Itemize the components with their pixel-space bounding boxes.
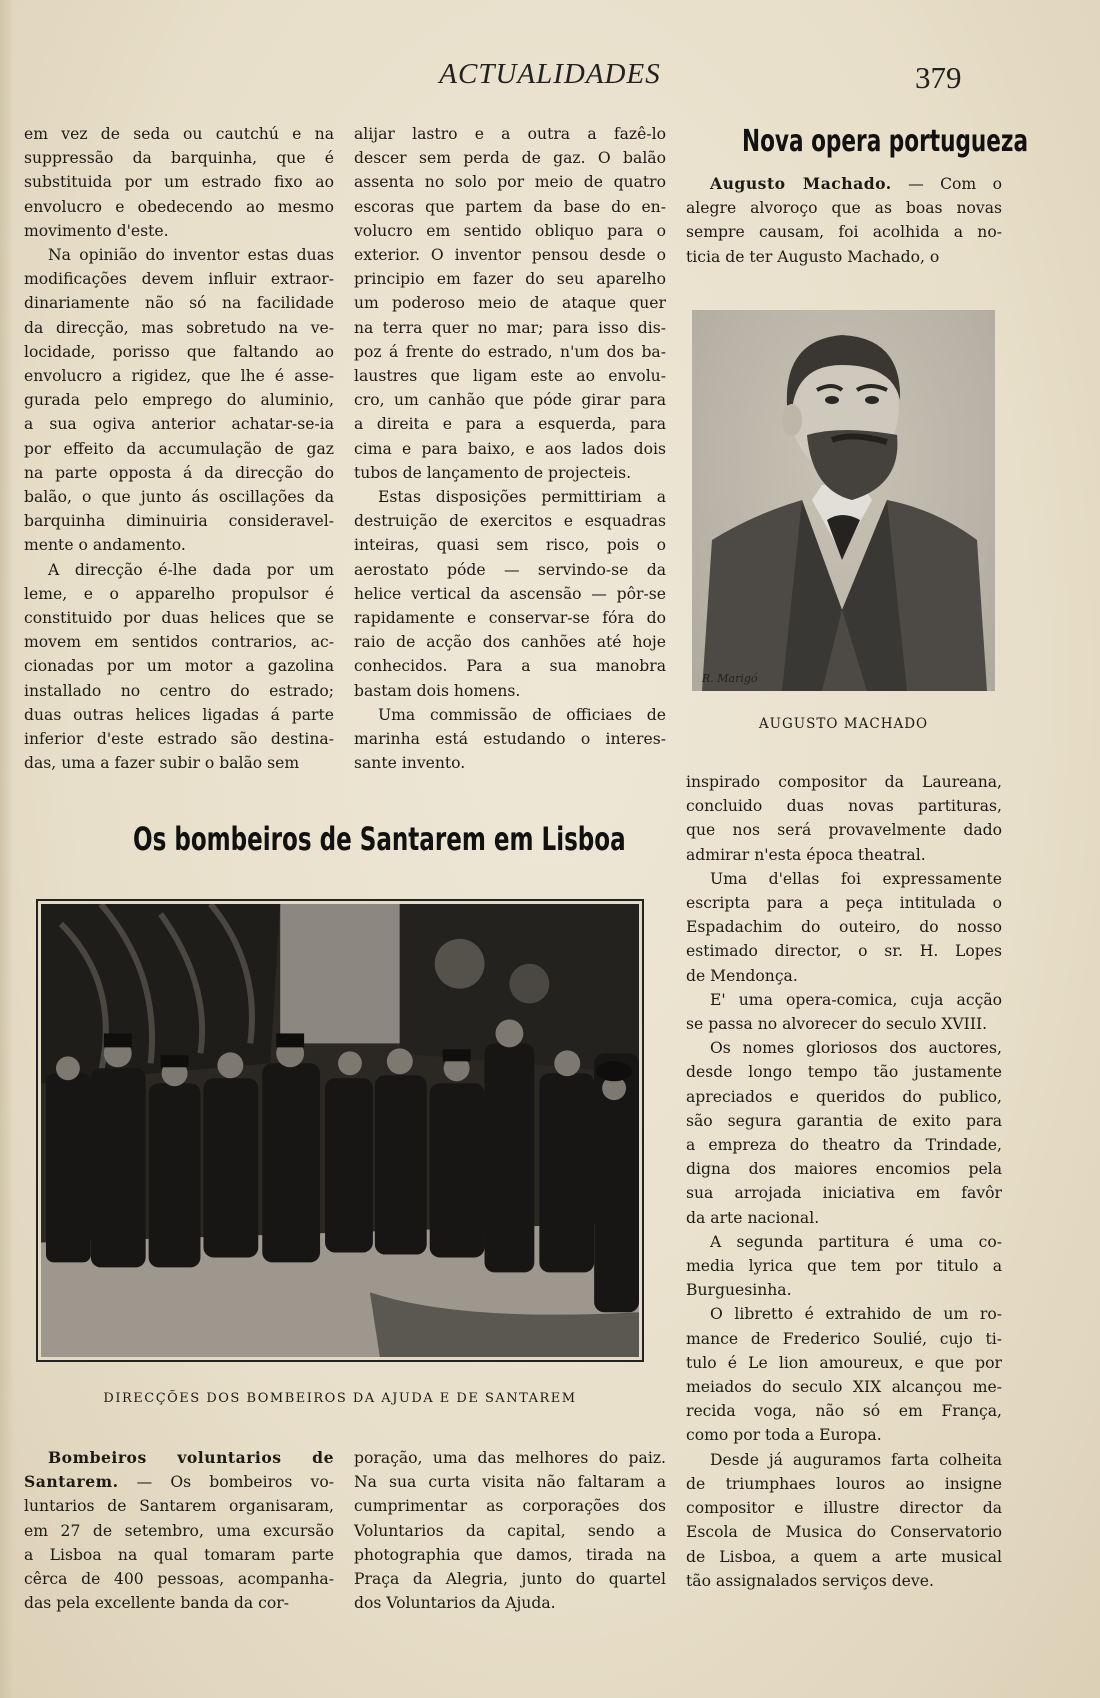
text-line: em vez de seda ou cautchú e na xyxy=(24,125,334,143)
text-line: rapidamente e conservar-se fóra do xyxy=(354,609,666,628)
text-line: inteiras, quasi sem risco, pois o xyxy=(354,536,666,555)
text-line: dinariamente não só na facilidade xyxy=(24,294,334,313)
text-line: Estas disposições permittiriam a xyxy=(378,488,666,507)
paragraph xyxy=(354,485,666,703)
paragraph xyxy=(24,243,334,558)
portrait-signature: R. Marigó xyxy=(702,672,758,685)
text-line: descer sem perda de gaz. O balão xyxy=(354,149,666,168)
paragraph xyxy=(686,1302,1002,1447)
text-line: recida voga, não só em França, xyxy=(686,1402,1002,1421)
text-line: movimento d'este. xyxy=(24,221,169,240)
text-line: admirar n'esta época theatral. xyxy=(686,845,926,864)
bombeiros-lead: Santarem. xyxy=(24,1472,119,1492)
text-line: a empreza do theatro da Trindade, xyxy=(686,1136,1002,1155)
text-line: Na opinião do inventor estas duas xyxy=(48,246,334,265)
text-line: media lyrica que tem por titulo a xyxy=(686,1257,1002,1276)
text-line: cumprimentar as corporações dos xyxy=(354,1497,666,1516)
text-line: como por toda a Europa. xyxy=(686,1426,882,1445)
bombeiros-line: a Lisboa na qual tomaram parte xyxy=(24,1545,334,1564)
text-line: escripta para a peça intitulada o xyxy=(686,894,1002,913)
text-line: concluido duas novas partituras, xyxy=(686,797,1002,816)
paragraph xyxy=(686,770,1002,867)
paragraph xyxy=(686,1036,1002,1230)
text-line: bastam dois homens. xyxy=(354,681,521,700)
balloon-article-col1 xyxy=(24,122,334,775)
paragraph xyxy=(354,1446,666,1615)
text-line: laustres que ligam este ao envolu- xyxy=(354,367,666,386)
text-line: se passa no alvorecer do seculo XVIII. xyxy=(686,1015,988,1034)
text-line: na parte opposta á da direcção do xyxy=(24,463,334,482)
bombeiros-headline: Os bombeiros de Santarem em Lisboa xyxy=(133,820,626,858)
opera-intro xyxy=(686,172,1002,269)
text-line: Uma d'ellas foi expressamente xyxy=(710,869,1002,888)
text-line: tulo é Le lion amoureux, e que por xyxy=(686,1353,1002,1372)
paragraph xyxy=(354,703,666,776)
opera-intro-line: sempre causam, foi acolhida a no- xyxy=(686,223,1002,242)
text-line: alijar lastro e a outra a fazê-lo xyxy=(354,125,666,143)
text-line: gurada pelo emprego do aluminio, xyxy=(24,391,334,410)
text-line: cionadas por um motor a gazolina xyxy=(24,657,334,676)
text-line: que nos será provavelmente dado xyxy=(686,821,1002,840)
paragraph xyxy=(24,558,334,776)
text-line: principio em fazer do seu aparelho xyxy=(354,270,666,289)
bombeiros-line: das pela excellente banda da cor- xyxy=(24,1594,290,1613)
bombeiros-line: em 27 de setembro, uma excursão xyxy=(24,1521,334,1540)
text-line: inferior d'este estrado são destina- xyxy=(24,730,334,749)
text-line: de Lisboa, a quem a arte musical xyxy=(686,1547,1002,1566)
text-line: a sua ogiva anterior achatar-se-ia xyxy=(24,415,334,434)
text-line: destruição de exercitos e esquadras xyxy=(354,512,666,531)
photo-frame xyxy=(36,899,644,1362)
text-line: sua arrojada iniciativa em favôr xyxy=(686,1184,1002,1203)
text-line: Burguesinha. xyxy=(686,1281,792,1300)
group-photograph xyxy=(41,904,639,1357)
photo-caption: DIRECÇÕES DOS BOMBEIROS DA AJUDA E DE SANTAREM xyxy=(103,1391,577,1406)
text-line: inspirado compositor da Laureana, xyxy=(686,773,1002,791)
group-photo-drawing xyxy=(41,904,639,1357)
running-head: ACTUALIDADES xyxy=(439,58,661,90)
bombeiros-lead-line1: Bombeiros voluntarios de xyxy=(48,1448,334,1467)
text-line: envolucro a rigidez, que lhe é asse- xyxy=(24,367,334,386)
text-line: photographia que damos, tirada na xyxy=(354,1545,666,1564)
text-line: A segunda partitura é uma co- xyxy=(710,1232,1002,1251)
paragraph xyxy=(24,122,334,243)
text-line: Praça da Alegria, junto do quartel xyxy=(354,1570,666,1589)
opera-lead-line xyxy=(686,172,1002,196)
text-line: poração, uma das melhores do paiz. xyxy=(354,1449,666,1467)
opera-article-body xyxy=(686,770,1002,1593)
text-line: Escola de Musica do Conservatorio xyxy=(686,1523,1002,1542)
text-line: barquinha diminuiria consideravel- xyxy=(24,512,334,531)
text-line: da direcção, mas sobretudo na ve- xyxy=(24,318,334,337)
bombeiros-lead-rest: — Os bombeiros vo- xyxy=(136,1473,334,1492)
text-line: estimado director, o sr. H. Lopes xyxy=(686,942,1002,961)
text-line: Uma commissão de officiaes de xyxy=(378,705,666,724)
text-line: das, uma a fazer subir o balão sem xyxy=(24,754,300,773)
text-line: Desde já auguramos farta colheita xyxy=(710,1450,1002,1469)
text-line: a direita e para a esquerda, para xyxy=(354,415,666,434)
page-edge-shadow xyxy=(0,0,14,1698)
opera-headline: Nova opera portugueza xyxy=(742,124,1029,159)
bombeiros-article-col2 xyxy=(354,1446,666,1615)
text-line: poz á frente do estrado, n'um dos ba- xyxy=(354,342,666,361)
text-line: meiados do seculo XIX alcançou me- xyxy=(686,1378,1002,1397)
paragraph xyxy=(686,988,1002,1036)
text-line: modificações devem influir extraor- xyxy=(24,270,334,289)
paragraph xyxy=(686,1230,1002,1303)
text-line: locidade, porisso que faltando ao xyxy=(24,342,334,361)
text-line: raio de acção dos canhões até hoje xyxy=(354,633,666,652)
text-line: sante invento. xyxy=(354,754,466,773)
opera-lead-rest: — Com o xyxy=(908,175,1002,193)
bombeiros-article-col1 xyxy=(24,1446,334,1615)
text-line: marinha está estudando o interes- xyxy=(354,730,666,749)
text-line: E' uma opera-comica, cuja acção xyxy=(710,990,1002,1009)
text-line: escoras que partem da base do en- xyxy=(354,197,666,216)
opera-intro-line: ticia de ter Augusto Machado, o xyxy=(686,247,940,266)
text-line: helice vertical da ascensão — pôr-se xyxy=(354,584,666,603)
opera-lead: Augusto Machado. xyxy=(710,174,892,193)
text-line: cima e para baixo, e aos lados dois xyxy=(354,439,666,458)
text-line: envolucro e obedecendo ao mesmo xyxy=(24,197,334,216)
text-line: balão, o que junto ás oscillações da xyxy=(24,488,334,507)
text-line: substituida por um estrado fixo ao xyxy=(24,173,334,192)
text-line: O libretto é extrahido de um ro- xyxy=(710,1305,1002,1324)
bombeiros-line: luntarios de Santarem organisaram, xyxy=(24,1497,334,1516)
text-line: da arte nacional. xyxy=(686,1208,820,1227)
text-line: de triumphaes louros ao insigne xyxy=(686,1474,1002,1493)
text-line: dos Voluntarios da Ajuda. xyxy=(354,1594,556,1613)
paragraph xyxy=(354,122,666,485)
text-line: movem em sentidos contrarios, ac- xyxy=(24,633,334,652)
text-line: Na sua curta visita não faltaram a xyxy=(354,1473,666,1492)
bombeiros-lead-line2 xyxy=(24,1470,334,1494)
text-line: volucro em sentido obliquo para o xyxy=(354,221,666,240)
portrait-drawing xyxy=(692,310,995,691)
text-line: um poderoso meio de ataque quer xyxy=(354,294,666,313)
text-line: duas outras helices ligadas á parte xyxy=(24,705,334,724)
text-line: Voluntarios da capital, sendo a xyxy=(354,1521,666,1540)
text-line: Espadachim do outeiro, do nosso xyxy=(686,918,1002,937)
paragraph xyxy=(686,1448,1002,1593)
portrait-augusto-machado xyxy=(692,310,995,691)
text-line: compositor e illustre director da xyxy=(686,1499,1002,1518)
text-line: A direcção é-lhe dada por um xyxy=(48,560,334,579)
text-line: por effeito da accumulação de gaz xyxy=(24,439,334,458)
text-line: assenta no solo por meio de quatro xyxy=(354,173,666,192)
opera-intro-line: alegre alvoroço que as boas novas xyxy=(686,199,1002,218)
bombeiros-line: cêrca de 400 pessoas, acompanha- xyxy=(24,1570,334,1589)
text-line: exterior. O inventor pensou desde o xyxy=(354,246,666,265)
text-line: tão assignalados serviços deve. xyxy=(686,1571,934,1590)
text-line: desde longo tempo tão justamente xyxy=(686,1063,1002,1082)
text-line: digna dos maiores encomios pela xyxy=(686,1160,1002,1179)
balloon-article-col2 xyxy=(354,122,666,775)
text-line: apreciados e queridos do publico, xyxy=(686,1087,1002,1106)
text-line: leme, e o apparelho propulsor é xyxy=(24,584,334,603)
text-line: conhecidos. Para a sua manobra xyxy=(354,657,666,676)
text-line: na terra quer no mar; para isso dis- xyxy=(354,318,666,337)
text-line: cro, um canhão que póde girar para xyxy=(354,391,666,410)
text-line: mente o andamento. xyxy=(24,536,186,555)
text-line: são segura garantia de exito para xyxy=(686,1111,1002,1130)
text-line: suppressão da barquinha, que é xyxy=(24,149,334,168)
text-line: constituido por duas helices que se xyxy=(24,609,334,628)
text-line: mance de Frederico Soulié, cujo ti- xyxy=(686,1329,1002,1348)
portrait-caption: AUGUSTO MACHADO xyxy=(758,716,929,732)
text-line: de Mendonça. xyxy=(686,966,798,985)
page-number: 379 xyxy=(915,60,962,95)
text-line: Os nomes gloriosos dos auctores, xyxy=(710,1039,1002,1058)
text-line: installado no centro do estrado; xyxy=(24,681,334,700)
text-line: aerostato póde — servindo-se da xyxy=(354,560,666,579)
text-line: tubos de lançamento de projecteis. xyxy=(354,463,632,482)
paragraph xyxy=(686,867,1002,988)
